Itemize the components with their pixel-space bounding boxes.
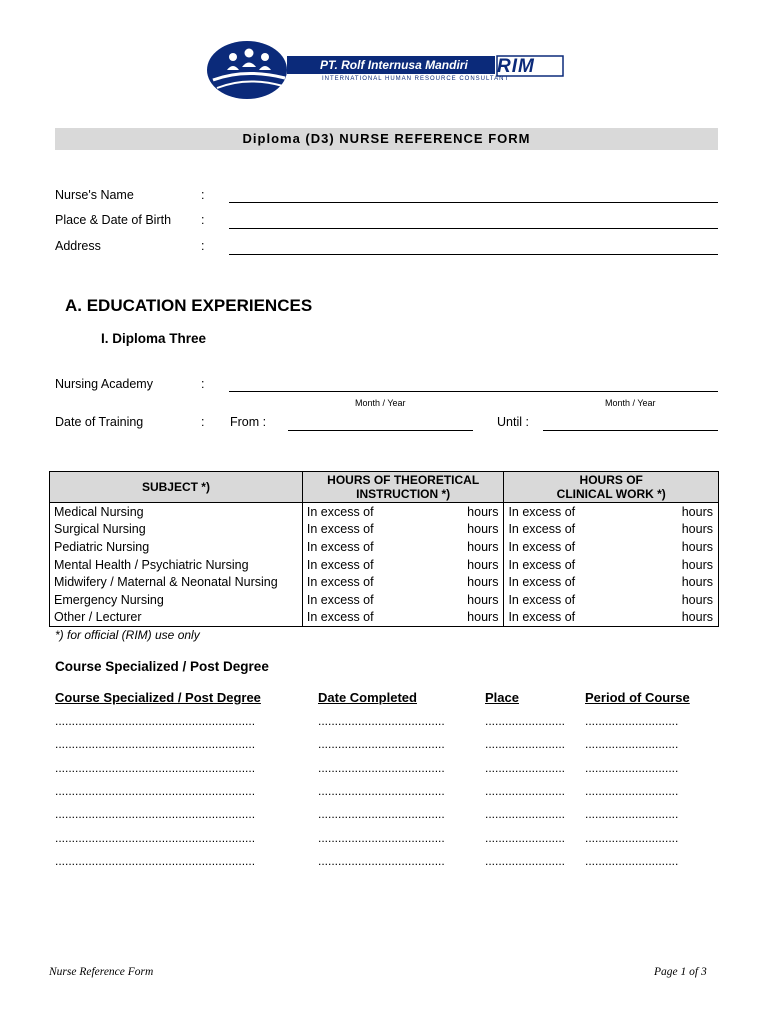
colon: : [201,239,205,253]
clinical-hours-cell: hours [664,573,719,591]
period-entry-field[interactable]: ............................ [585,760,679,775]
table-row [50,538,719,556]
address-field[interactable] [229,254,718,255]
subject-cell: Other / Lecturer [50,609,303,627]
subject-header: SUBJECT *) [50,472,303,503]
place-entry-field[interactable]: ........................ [485,830,566,845]
date-entry-field[interactable]: ...................................... [318,830,445,845]
clinical-hours-cell: hours [664,503,719,521]
subject-cell: Surgical Nursing [50,521,303,539]
colon: : [201,377,205,391]
theory-excess-cell[interactable]: In excess of [302,609,452,627]
subjects-table [49,471,719,627]
month-year-hint-until: Month / Year [605,398,656,408]
clinical-excess-cell[interactable]: In excess of [504,503,664,521]
subject-cell: Midwifery / Maternal & Neonatal Nursing [50,573,303,591]
form-title-bar [55,128,718,150]
theory-hours-cell: hours [452,521,504,539]
theory-excess-cell[interactable]: In excess of [302,573,452,591]
theory-header: HOURS OF THEORETICAL INSTRUCTION *) [302,472,504,503]
course-entry-field[interactable]: ............................................................ [55,807,256,822]
date-entry-field[interactable]: ...................................... [318,714,445,728]
clinical-hours-cell: hours [664,521,719,539]
colon: : [201,188,205,202]
course-entry-field[interactable]: ............................................................ [55,760,256,775]
table-row [50,521,719,539]
course-col-header: Course Specialized / Post Degree [55,690,261,705]
course-entry-field[interactable]: ............................................................ [55,714,256,728]
table-row [50,609,719,627]
place-col-header: Place [485,690,519,705]
address-label: Address [55,239,101,253]
period-entry-field[interactable]: ............................ [585,807,679,822]
company-subtitle: INTERNATIONAL HUMAN RESOURCE CONSULTANT [322,76,510,82]
date-entry-field[interactable]: ...................................... [318,807,445,822]
course-entry-field[interactable]: ............................................................ [55,853,256,868]
birth-field[interactable] [229,228,718,229]
from-field[interactable] [288,430,473,431]
until-label: Until : [497,415,529,429]
place-entry-field[interactable]: ........................ [485,853,566,868]
clinical-excess-cell[interactable]: In excess of [504,609,664,627]
clinical-header: HOURS OF CLINICAL WORK *) [504,472,719,503]
company-name: PT. Rolf Internusa Mandiri [320,58,468,72]
period-col-header: Period of Course [585,690,690,705]
table-row [50,591,719,609]
academy-field[interactable] [229,391,718,392]
theory-excess-cell[interactable]: In excess of [302,538,452,556]
from-label: From : [230,415,267,429]
colon: : [201,213,205,227]
course-section-title: Course Specialized / Post Degree [55,659,269,674]
theory-excess-cell[interactable]: In excess of [302,591,452,609]
theory-hours-cell: hours [452,503,504,521]
period-entry-field[interactable]: ............................ [585,783,679,798]
nurse-name-field[interactable] [229,202,718,203]
table-row [50,573,719,591]
theory-excess-cell[interactable]: In excess of [302,521,452,539]
clinical-excess-cell[interactable]: In excess of [504,591,664,609]
place-entry-field[interactable]: ........................ [485,737,566,752]
theory-hours-cell: hours [452,556,504,574]
period-entry-field[interactable]: ............................ [585,830,679,845]
period-entry-field[interactable]: ............................ [585,737,679,752]
subject-cell: Medical Nursing [50,503,303,521]
course-entry-field[interactable]: ............................................................ [55,737,256,752]
official-use-note: *) for official (RIM) use only [55,628,200,642]
clinical-hours-cell: hours [664,609,719,627]
period-entry-field[interactable]: ............................ [585,714,679,728]
theory-excess-cell[interactable]: In excess of [302,556,452,574]
clinical-excess-cell[interactable]: In excess of [504,538,664,556]
theory-hours-cell: hours [452,609,504,627]
theory-hours-cell: hours [452,538,504,556]
date-entry-field[interactable]: ...................................... [318,783,445,798]
clinical-hours-cell: hours [664,556,719,574]
month-year-hint-from: Month / Year [355,398,406,408]
table-row [50,503,719,521]
place-entry-field[interactable]: ........................ [485,783,566,798]
theory-excess-cell[interactable]: In excess of [302,503,452,521]
colon: : [201,415,205,429]
clinical-hours-cell: hours [664,591,719,609]
clinical-excess-cell[interactable]: In excess of [504,556,664,574]
brand-mark: RIM [497,56,535,77]
date-entry-field[interactable]: ...................................... [318,737,445,752]
date-entry-field[interactable]: ...................................... [318,853,445,868]
nurse-name-label: Nurse's Name [55,188,134,202]
until-field[interactable] [543,430,718,431]
place-entry-field[interactable]: ........................ [485,760,566,775]
training-label: Date of Training [55,415,144,429]
theory-hours-cell: hours [452,573,504,591]
place-entry-field[interactable]: ........................ [485,807,566,822]
subsection-title: I. Diploma Three [101,331,207,346]
subject-cell: Emergency Nursing [50,591,303,609]
footer-left: Nurse Reference Form [49,966,154,978]
footer-page-number: Page 1 of 3 [654,966,707,978]
clinical-excess-cell[interactable]: In excess of [504,521,664,539]
clinical-excess-cell[interactable]: In excess of [504,573,664,591]
clinical-hours-cell: hours [664,538,719,556]
period-entry-field[interactable]: ............................ [585,853,679,868]
theory-hours-cell: hours [452,591,504,609]
course-entry-field[interactable]: ............................................................ [55,830,256,845]
birth-label: Place & Date of Birth [55,213,172,227]
table-row [50,556,719,574]
academy-label: Nursing Academy [55,377,153,391]
place-entry-field[interactable]: ........................ [485,714,566,728]
subject-cell: Pediatric Nursing [50,538,303,556]
form-title: Diploma (D3) NURSE REFERENCE FORM [242,131,531,146]
date-col-header: Date Completed [318,690,417,705]
subject-cell: Mental Health / Psychiatric Nursing [50,556,303,574]
course-entry-field[interactable]: ............................................................ [55,783,256,798]
date-entry-field[interactable]: ...................................... [318,760,445,775]
section-title: A. EDUCATION EXPERIENCES [65,296,313,315]
